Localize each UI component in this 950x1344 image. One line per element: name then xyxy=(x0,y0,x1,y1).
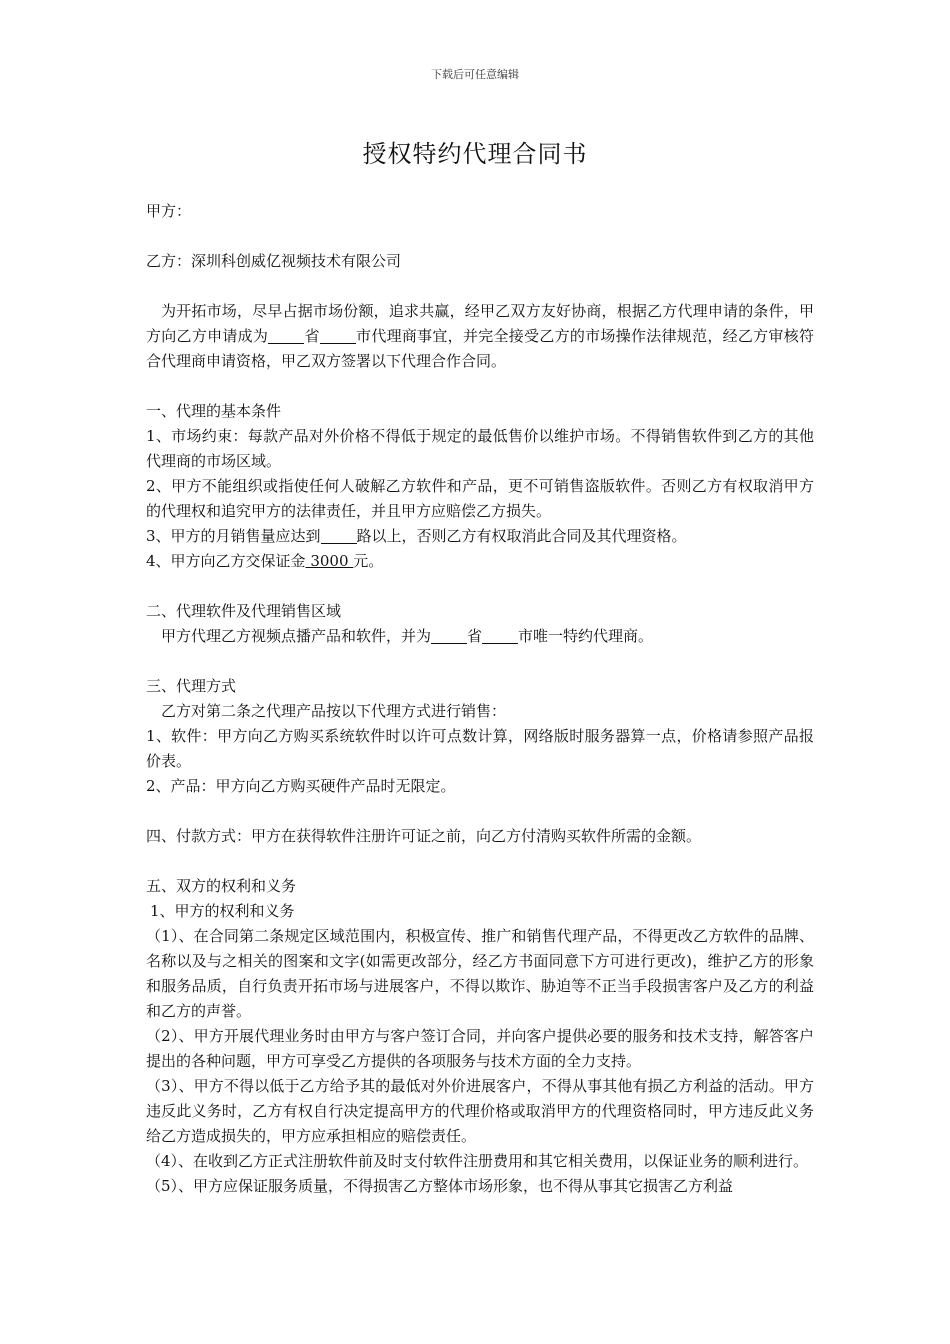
agency-province-blank[interactable] xyxy=(431,627,467,644)
section-1-item-2: 2、甲方不能组织或指使任何人破解乙方软件和产品，更不可销售盗版软件。否则乙方有权取消甲方的代理权和追究甲方的法律责任，并且甲方应赔偿乙方损失。 xyxy=(146,477,814,520)
section-2-text-b: 省 xyxy=(467,627,483,645)
section-5-clause-2: （2）、甲方开展代理业务时由甲方与客户签订合同，并向客户提供必要的服务和技术支持，解答客户提出的各种问题，甲方可享受乙方提供的各项服务与技术方面的全力支持。 xyxy=(146,1027,814,1070)
section-5-subheading: 1、甲方的权利和义务 xyxy=(150,902,295,920)
section-1-item-3 xyxy=(146,524,814,549)
intro-text-1: 为开拓市场，尽早占据市场份额，追求共赢，经甲乙双方友好协商，根据乙方代理申请的条件，甲方向乙方申请成为 xyxy=(146,302,814,345)
intro-text-3: 市代理商事宜，并完全接受乙方的市场操作法律规范，经乙方审核符合代理商申请资格，甲乙双方签署以下代理合作合同。 xyxy=(146,327,814,370)
item-3-text-b: 路以上，否则乙方有权取消此合同及其代理资格。 xyxy=(356,527,687,545)
section-5-heading: 五、双方的权利和义务 xyxy=(146,877,297,895)
section-5-clause-5: （5）、甲方应保证服务质量，不得损害乙方整体市场形象，也不得从事其它损害乙方利益 xyxy=(146,1177,734,1195)
deposit-amount: 3000 xyxy=(305,552,354,570)
party-b-line: 乙方：深圳科创威亿视频技术有限公司 xyxy=(146,252,402,270)
section-2-text xyxy=(146,624,814,649)
item-4-text-b: 元。 xyxy=(353,552,384,570)
item-3-text-a: 3、甲方的月销售量应达到 xyxy=(146,527,321,545)
province-blank[interactable] xyxy=(268,327,304,344)
section-4-text: 四、付款方式：甲方在获得软件注册许可证之前，向乙方付清购买软件所需的金额。 xyxy=(146,827,702,845)
item-4-text-a: 4、甲方向乙方交保证金 xyxy=(146,552,306,570)
city-blank[interactable] xyxy=(320,327,356,344)
page-header-note: 下载后可任意编辑 xyxy=(431,68,519,81)
party-a-line: 甲方： xyxy=(146,202,192,220)
section-5-clause-1: （1）、在合同第二条规定区域范围内，积极宣传、推广和销售代理产品，不得更改乙方软件的品牌、名称以及与之相关的图案和文字(如需更改部分，经乙方书面同意下方可进行更改)，维护乙方的形象和服务品质，自行负责开拓市场与进展客户，不得以欺诈、胁迫等不正当手段损害客户及乙方的利益和乙方的声誉。 xyxy=(146,927,814,1020)
section-5-clause-4: （4）、在收到乙方正式注册软件前及时支付软件注册费用和其它相关费用，以保证业务的顺利进行。 xyxy=(146,1152,809,1170)
section-2-text-a: 甲方代理乙方视频点播产品和软件，并为 xyxy=(161,627,432,645)
document-title: 授权特约代理合同书 xyxy=(362,140,588,168)
section-1-item-1: 1、市场约束：每款产品对外价格不得低于规定的最低售价以维护市场。不得销售软件到乙方的其他代理商的市场区域。 xyxy=(146,427,814,470)
monthly-sales-blank[interactable] xyxy=(321,527,357,544)
section-5-clause-3: （3）、甲方不得以低于乙方给予其的最低对外价进展客户，不得从事其他有损乙方利益的活动。甲方违反此义务时，乙方有权自行决定提高甲方的代理价格或取消甲方的代理资格同时，甲方违反此义务给乙方造成损失的，甲方应承担相应的赔偿责任。 xyxy=(146,1077,814,1145)
contract-body xyxy=(146,199,814,1199)
section-1-heading: 一、代理的基本条件 xyxy=(146,402,282,420)
section-2-heading: 二、代理软件及代理销售区域 xyxy=(146,602,342,620)
agency-city-blank[interactable] xyxy=(482,627,518,644)
section-1-item-4 xyxy=(146,549,814,574)
section-3-item-1: 1、软件：甲方向乙方购买系统软件时以许可点数计算，网络版时服务器算一点，价格请参照产品报价表。 xyxy=(146,727,814,770)
intro-text-2: 省 xyxy=(304,327,320,345)
section-3-text: 乙方对第二条之代理产品按以下代理方式进行销售： xyxy=(161,702,507,720)
intro-paragraph xyxy=(146,299,814,374)
section-2-text-c: 市唯一特约代理商。 xyxy=(518,627,654,645)
section-3-heading: 三、代理方式 xyxy=(146,677,237,695)
section-3-item-2: 2、产品：甲方向乙方购买硬件产品时无限定。 xyxy=(146,777,456,795)
